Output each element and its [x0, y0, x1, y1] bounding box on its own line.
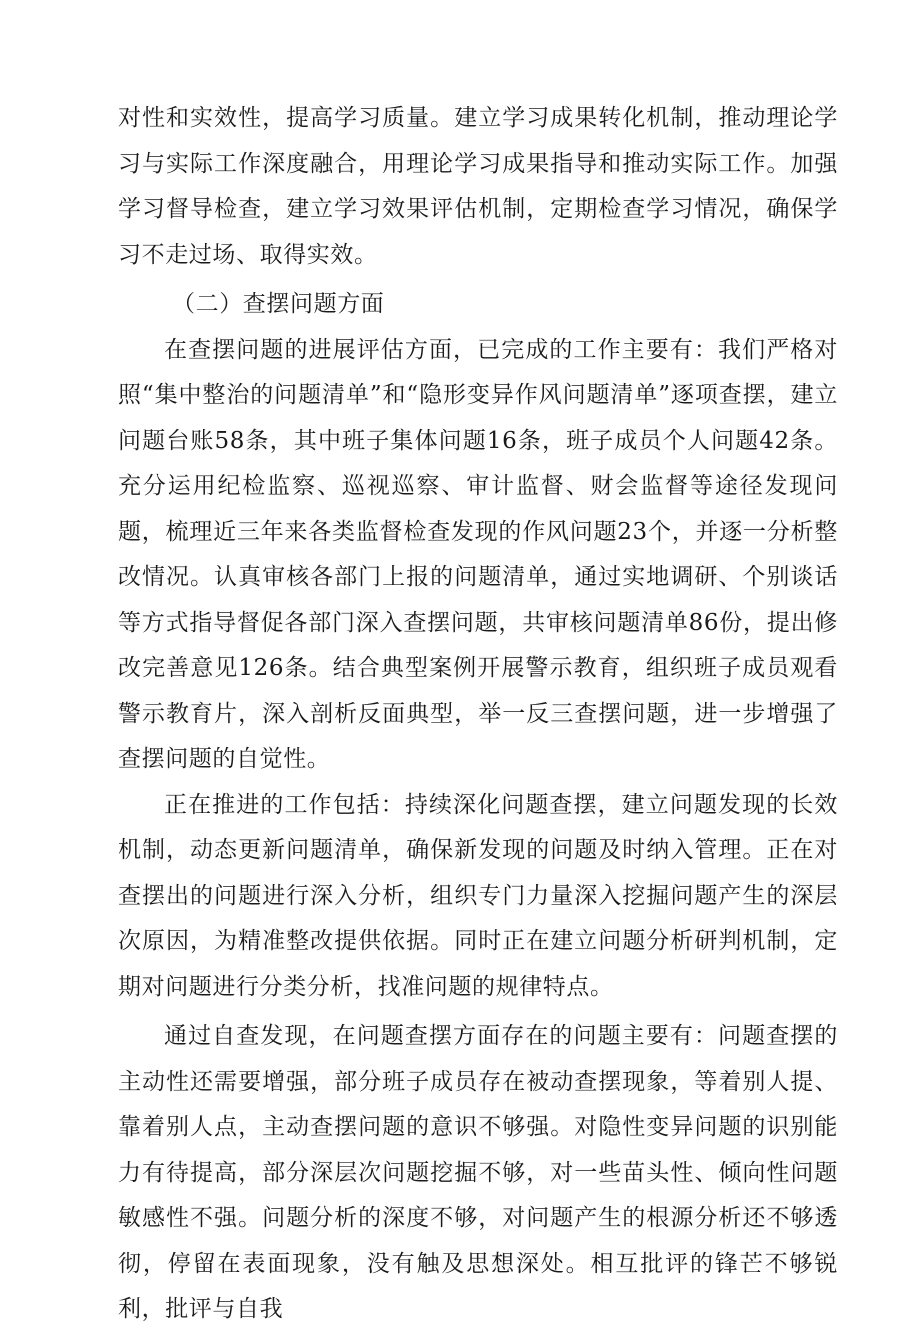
paragraph-continuation: 对性和实效性，提高学习质量。建立学习成果转化机制，推动理论学习与实际工作深度融合，用理论学习成果指导和推动实际工作。加强学习督导检查，建立学习效果评估机制，定期检查学习情况，确保学习不走过场、取得实效。 [118, 105, 838, 268]
paragraph-completed-work: 在查摆问题的进展评估方面，已完成的工作主要有：我们严格对照“集中整治的问题清单”和“隐形变异作风问题清单”逐项查摆，建立问题台账58条，其中班子集体问题16条，班子成员个人问题42条。充分运用纪检监察、巡视巡察、审计监督、财会监督等途径发现问题，梳理近三年来各类监督检查发现的作风问题23个，并逐一分析整改情况。认真审核各部门上报的问题清单，通过实地调研、个别谈话等方式指导督促各部门深入查摆问题，共审核问题清单86份，提出修改完善意见126条。结合典型案例开展警示教育，组织班子成员观看警示教育片，深入剖析反面典型，举一反三查摆问题，进一步增强了查摆问题的自觉性。 [118, 336, 838, 772]
section-heading: （二）查摆问题方面 [172, 291, 385, 317]
paragraph-existing-problems: 通过自查发现，在问题查摆方面存在的问题主要有：问题查摆的主动性还需要增强，部分班子成员存在被动查摆现象，等着别人提、靠着别人点，主动查摆问题的意识不够强。对隐性变异问题的识别能力有待提高，部分深层次问题挖掘不够，对一些苗头性、倾向性问题敏感性不强。问题分析的深度不够，对问题产生的根源分析还不够透彻，停留在表面现象，没有触及思想深处。相互批评的锋芒不够锐利，批评与自我 [118, 1023, 838, 1322]
document-body [118, 96, 838, 1333]
paragraph-ongoing-work: 正在推进的工作包括：持续深化问题查摆，建立问题发现的长效机制，动态更新问题清单，确保新发现的问题及时纳入管理。正在对查摆出的问题进行深入分析，组织专门力量深入挖掘问题产生的深层次原因，为精准整改提供依据。同时正在建立问题分析研判机制，定期对问题进行分类分析，找准问题的规律特点。 [118, 791, 838, 1000]
